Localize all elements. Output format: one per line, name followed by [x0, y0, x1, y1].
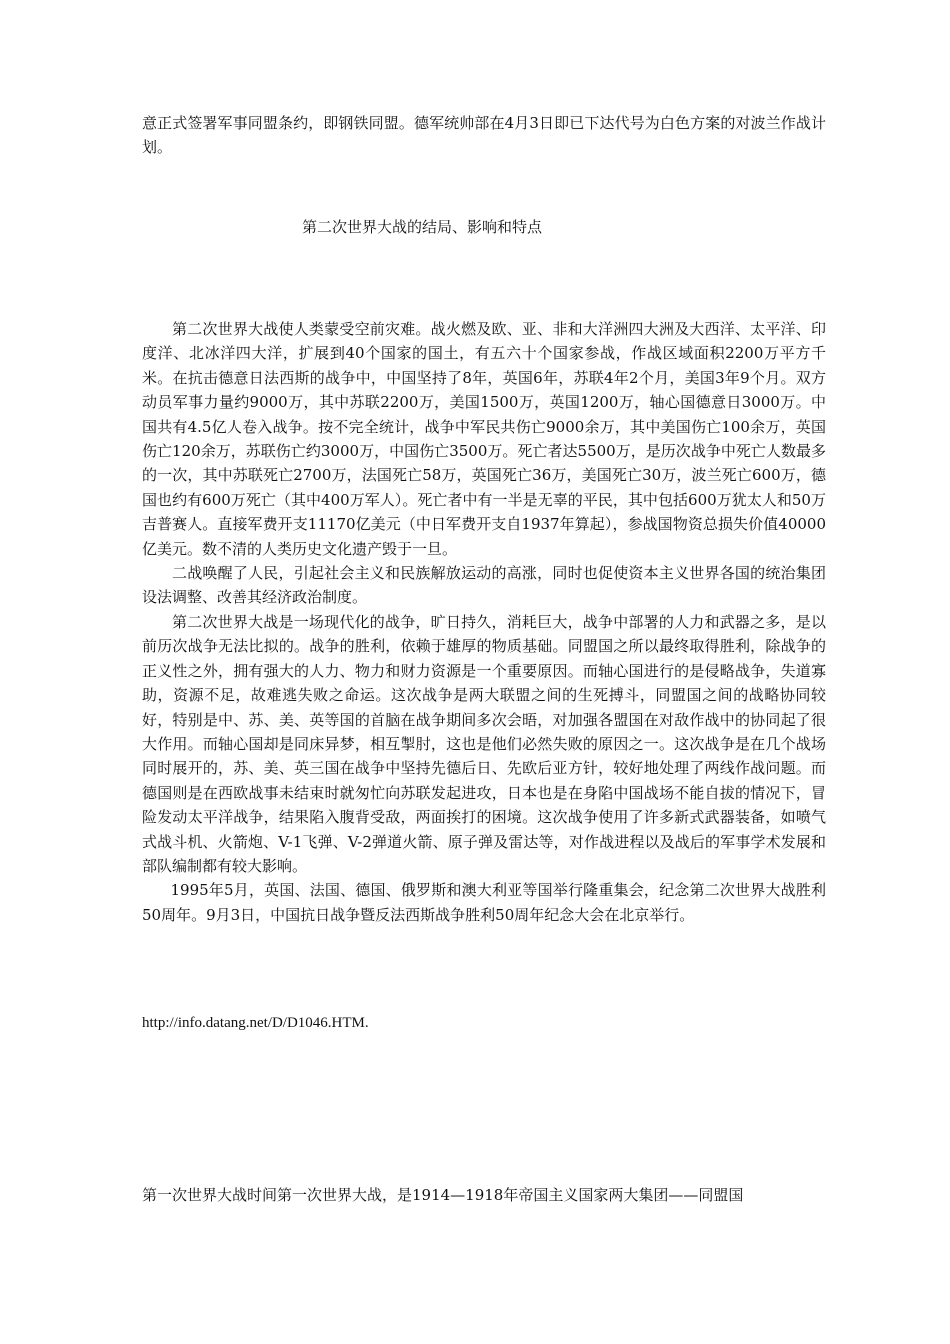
paragraph-awakening: 二战唤醒了人民，引起社会主义和民族解放运动的高涨，同时也促使资本主义世界各国的统治集团设法调整、改善其经济政治制度。 [142, 564, 826, 607]
paragraph-war-casualties: 第二次世界大战使人类蒙受空前灾难。战火燃及欧、亚、非和大洋洲四大洲及大西洋、太平洋、印度洋、北冰洋四大洋，扩展到40个国家的国土，有五六十个国家参战，作战区域面积2200万平方千米。在抗击德意日法西斯的战争中，中国坚持了8年，英国6年，苏联4年2个月，美国3年9个月。双方动员军事力量约9000万，其中苏联2200万，美国1500万，英国1200万，轴心国德意日3000万。中国共有4.5亿人卷入战争。按不完全统计，战争中军民共伤亡9000余万，其中美国伤亡100余万，英国伤亡120余万，苏联伤亡约3000万，中国伤亡3500万。死亡者达5500万，是历次战争中死亡人数最多的一次，其中苏联死亡2700万，法国死亡58万，英国死亡36万，美国死亡30万，波兰死亡600万，德国也约有600万死亡（其中400万军人）。死亡者中有一半是无辜的平民，其中包括600万犹太人和50万吉普赛人。直接军费开支11170亿美元（中日军费开支自1937年算起），参战国物资总损失价值40000亿美元。数不清的人类历史文化遗产毁于一旦。 [142, 320, 826, 558]
intro-paragraph: 意正式签署军事同盟条约，即钢铁同盟。德军统帅部在4月3日即已下达代号为白色方案的对波兰作战计划。 [142, 114, 826, 157]
source-url: http://info.datang.net/D/D1046.HTM. [142, 1015, 369, 1031]
paragraph-modern-war: 第二次世界大战是一场现代化的战争，旷日持久，消耗巨大，战争中部署的人力和武器之多，是以前历次战争无法比拟的。战争的胜利，依赖于雄厚的物质基础。同盟国之所以最终取得胜利，除战争的正义性之外，拥有强大的人力、物力和财力资源是一个重要原因。而轴心国进行的是侵略战争，失道寡助，资源不足，故难逃失败之命运。这次战争是两大联盟之间的生死搏斗，同盟国之间的战略协同较好，特别是中、苏、美、英等国的首脑在战争期间多次会晤，对加强各盟国在对敌作战中的协同起了很大作用。而轴心国却是同床异梦，相互掣肘，这也是他们必然失败的原因之一。这次战争是在几个战场同时展开的，苏、美、英三国在战争中坚持先德后日、先欧后亚方针，较好地处理了两线作战问题。而德国则是在西欧战事未结束时就匆忙向苏联发起进攻，日本也是在身陷中国战场不能自拔的情况下，冒险发动太平洋战争，结果陷入腹背受敌，两面挨打的困境。这次战争使用了许多新式武器装备，如喷气式战斗机、火箭炮、V-1飞弹、V-2弹道火箭、原子弹及雷达等，对作战进程以及战后的军事学术发展和部队编制都有较大影响。 [142, 612, 826, 875]
section-title: 第二次世界大战的结局、影响和特点 [302, 218, 543, 236]
paragraph-anniversary: 1995年5月，英国、法国、德国、俄罗斯和澳大利亚等国举行隆重集会，纪念第二次世界大战胜利50周年。9月3日，中国抗日战争暨反法西斯战争胜利50周年纪念大会在北京举行。 [142, 881, 826, 924]
next-section-start: 第一次世界大战时间第一次世界大战，是1914—1918年帝国主义国家两大集团——同盟国 [142, 1186, 744, 1204]
body-text [142, 317, 826, 927]
